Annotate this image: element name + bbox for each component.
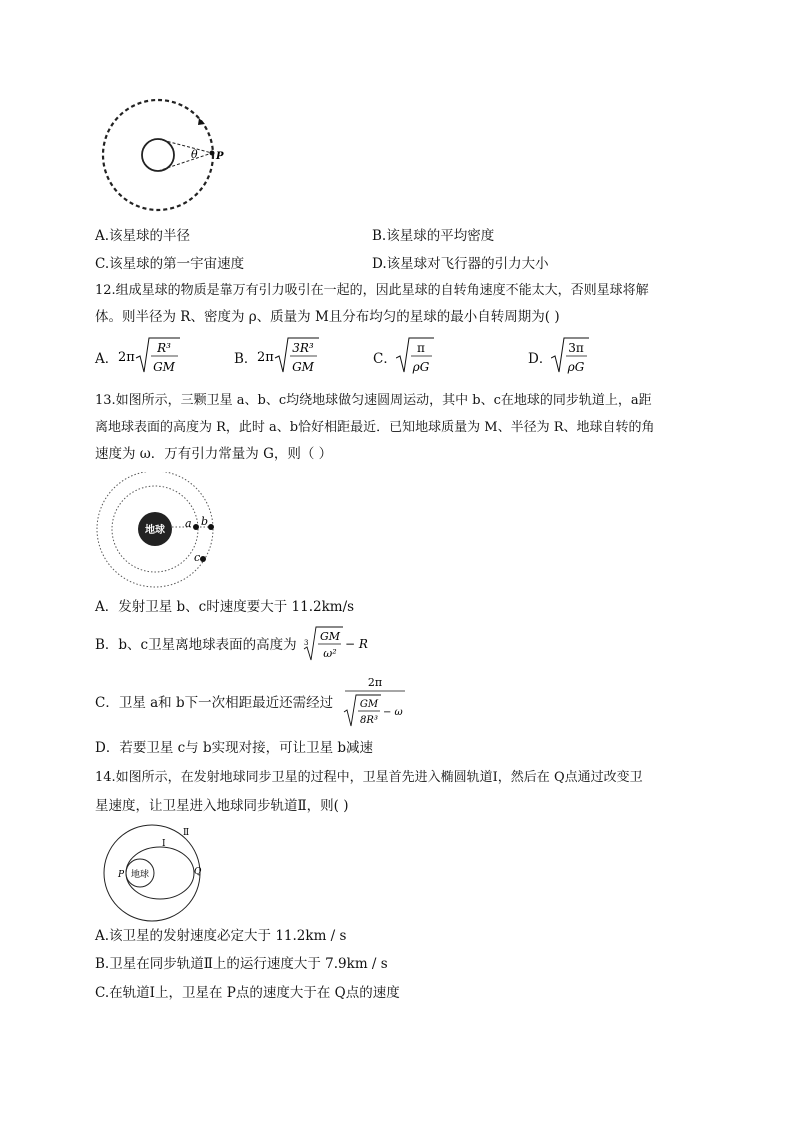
q12-stem-line2: 体。则半径为 R、密度为 ρ、质量为 M且分布均匀的星球的最小自转周期为( ): [95, 309, 560, 325]
q12-option-a-label: A．: [95, 351, 119, 367]
orbit-ii-label: Ⅱ: [183, 828, 190, 838]
earth-label: 地球: [145, 525, 165, 536]
q13-option-b-text: B．b、c卫星离地球表面的高度为: [95, 637, 297, 653]
svg-text:2π: 2π: [257, 350, 274, 365]
q14-option-a: A.该卫星的发射速度必定大于 11.2km / s: [95, 928, 347, 944]
svg-text:ρG: ρG: [412, 360, 430, 374]
q13-option-b-formula: [303, 624, 369, 664]
q13-figure: [93, 472, 218, 590]
svg-text:− ω: − ω: [383, 707, 403, 718]
direction-arrow-icon: [198, 118, 205, 125]
q11-option-b: B.该星球的平均密度: [372, 228, 495, 244]
q12-option-b-formula: [257, 334, 321, 378]
svg-text:GM: GM: [359, 699, 379, 710]
svg-text:π: π: [417, 341, 425, 355]
q13-option-c-formula: [343, 672, 407, 730]
svg-text:2π: 2π: [118, 350, 135, 365]
planet-circle: [142, 139, 174, 171]
q11-figure: [95, 98, 230, 216]
q12-option-b-label: B．: [234, 351, 258, 367]
svg-text:3π: 3π: [568, 341, 584, 355]
spacecraft-dot-p: [210, 151, 215, 156]
svg-text:R³: R³: [157, 341, 171, 355]
svg-text:8R³: 8R³: [360, 715, 378, 726]
svg-text:3: 3: [304, 639, 309, 647]
q12-option-c-label: C．: [373, 351, 397, 367]
q12-option-c-formula: [396, 334, 436, 378]
q14-option-c: C.在轨道Ⅰ上，卫星在 P点的速度大于在 Q点的速度: [95, 985, 400, 1001]
q13-stem-line1: 13.如图所示，三颗卫星 a、b、c均绕地球做匀速圆周运动，其中 b、c在地球的同步轨道上，a距: [95, 393, 652, 408]
satellite-c-label: c: [194, 551, 201, 564]
q14-stem-line1: 14.如图所示，在发射地球同步卫星的过程中，卫星首先进入椭圆轨道Ⅰ，然后在 Q点通过改变卫: [95, 770, 643, 785]
q14-option-b: B.卫星在同步轨道Ⅱ上的运行速度大于 7.9km / s: [95, 956, 388, 972]
q14-stem-line2: 星速度，让卫星进入地球同步轨道Ⅱ，则( ): [95, 798, 349, 814]
satellite-c-dot: [200, 556, 206, 562]
orbit-i-label: Ⅰ: [162, 839, 166, 849]
svg-text:− R: − R: [345, 637, 368, 651]
satellite-a-dot: [193, 524, 199, 530]
q13-option-c-text: C．卫星 a和 b下一次相距最近还需经过: [95, 695, 334, 711]
point-q-label: Q: [194, 867, 202, 877]
q12-option-d-label: D．: [528, 351, 553, 367]
point-p-label: P: [118, 870, 125, 880]
q14-figure: [95, 823, 210, 923]
svg-text:GM: GM: [319, 630, 341, 643]
point-p-label: P: [216, 151, 224, 162]
satellite-a-label: a: [185, 517, 192, 530]
angle-theta-label: θ: [191, 148, 198, 161]
q13-option-a: A．发射卫星 b、c时速度要大于 11.2km/s: [95, 599, 355, 615]
q13-stem-line2: 离地球表面的高度为 R，此时 a、b恰好相距最近．已知地球质量为 M、半径为 R、地球自转的角: [95, 420, 655, 435]
svg-text:ω²: ω²: [323, 647, 337, 660]
q11-option-d: D.该星球对飞行器的引力大小: [372, 256, 549, 272]
svg-text:GM: GM: [153, 360, 175, 374]
svg-text:2π: 2π: [367, 676, 383, 689]
svg-text:ρG: ρG: [567, 360, 585, 374]
q11-option-c: C.该星球的第一宇宙速度: [95, 256, 245, 272]
q13-option-d: D．若要卫星 c与 b实现对接，可让卫星 b减速: [95, 740, 374, 756]
q13-stem-line3: 速度为 ω．万有引力常量为 G，则（ ）: [95, 446, 333, 462]
satellite-b-label: b: [201, 515, 209, 528]
svg-text:3R³: 3R³: [292, 341, 314, 355]
q12-option-d-formula: [551, 334, 591, 378]
q11-option-a: A.该星球的半径: [95, 228, 191, 244]
earth-label: 地球: [130, 870, 150, 880]
q12-option-a-formula: [118, 334, 182, 378]
svg-text:GM: GM: [292, 360, 314, 374]
q12-stem-line1: 12.组成星球的物质是靠万有引力吸引在一起的，因此星球的自转角速度不能太大，否则星球将解: [95, 283, 649, 298]
satellite-b-dot: [208, 524, 214, 530]
